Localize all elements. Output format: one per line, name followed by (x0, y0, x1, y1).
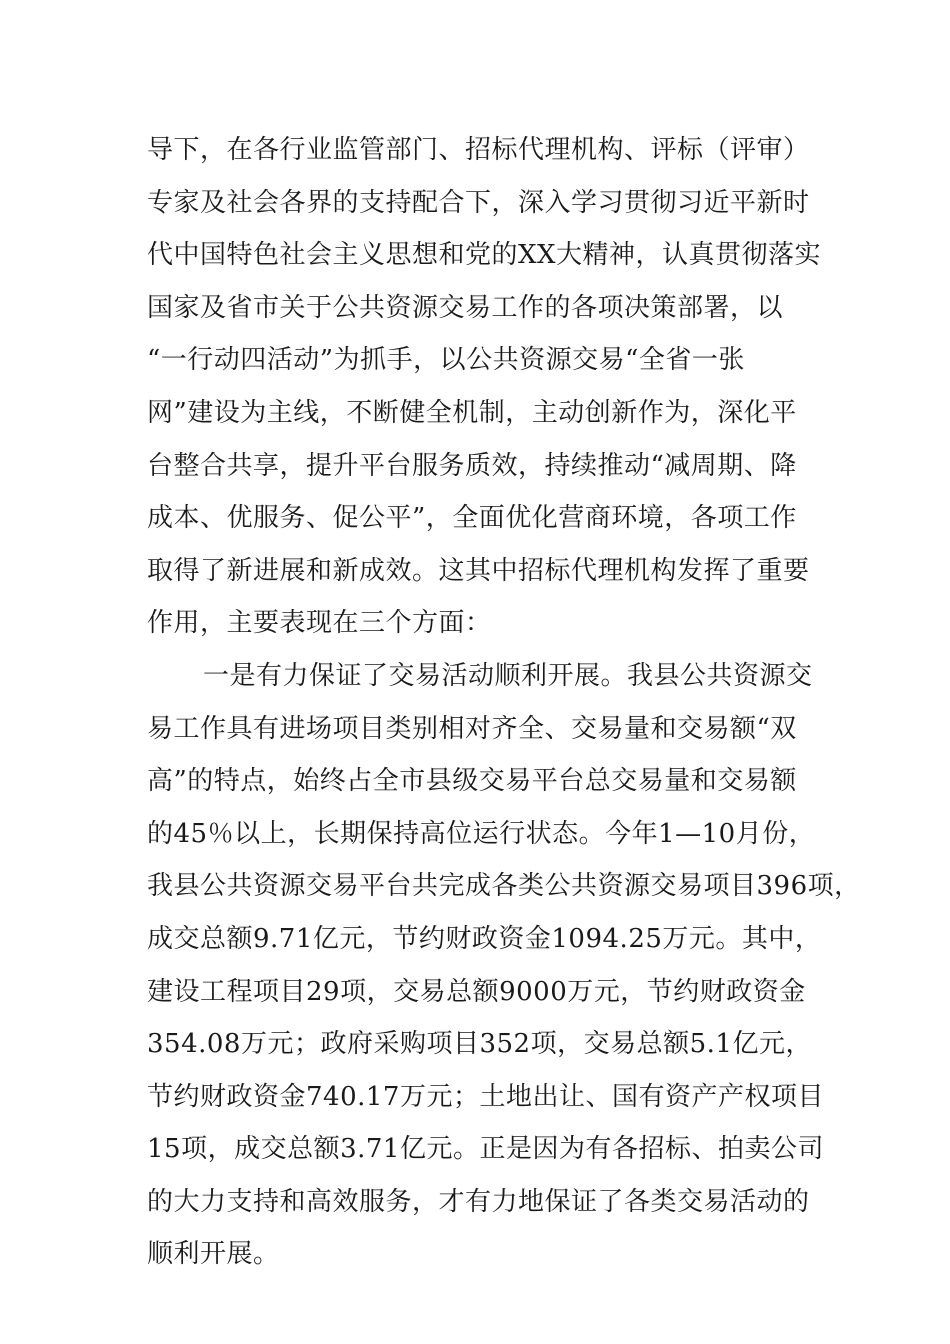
text-line: 成本、优服务、促公平”，全面优化营商环境，各项工作 (147, 503, 797, 534)
text-line: 代中国特色社会主义思想和党的XX大精神，认真贯彻落实 (147, 240, 822, 271)
text-line: 的大力支持和高效服务，才有力地保证了各类交易活动的 (147, 1186, 810, 1217)
text-line: 易工作具有进场项目类别相对齐全、交易量和交易额“双 (147, 713, 797, 744)
text-line: 高”的特点，始终占全市县级交易平台总交易量和交易额 (147, 766, 797, 797)
text-line: 作用，主要表现在三个方面： (147, 608, 492, 639)
text-line: 专家及社会各界的支持配合下，深入学习贯彻习近平新时 (147, 187, 810, 218)
text-line: 节约财政资金740.17万元；土地出让、国有资产产权项目 (147, 1081, 824, 1112)
text-line: 354.08万元；政府采购项目352项，交易总额5.1亿元， (147, 1029, 812, 1060)
text-line: “一行动四活动”为抓手，以公共资源交易“全省一张 (147, 345, 745, 376)
text-line: 的45％以上，长期保持高位运行状态。今年1—10月份， (147, 818, 816, 849)
text-line: 我县公共资源交易平台共完成各类公共资源交易项目396项， (147, 871, 861, 902)
text-line: 顺利开展。 (147, 1239, 280, 1270)
text-line: 国家及省市关于公共资源交易工作的各项决策部署，以 (147, 292, 784, 323)
text-line: 成交总额9.71亿元，节约财政资金1094.25万元。其中， (147, 923, 822, 954)
body-text (147, 124, 861, 1281)
text-line: 导下，在各行业监管部门、招标代理机构、评标（评审） (147, 135, 810, 165)
paragraph-first-line: 一是有力保证了交易活动顺利开展。我县公共资源交 (203, 660, 813, 691)
text-line: 建设工程项目29项，交易总额9000万元，节约财政资金 (147, 976, 806, 1007)
text-line: 取得了新进展和新成效。这其中招标代理机构发挥了重要 (147, 555, 810, 586)
text-line: 15项，成交总额3.71亿元。正是因为有各招标、拍卖公司 (147, 1134, 824, 1165)
text-line: 网”建设为主线，不断健全机制，主动创新作为，深化平 (147, 397, 797, 428)
text-line: 台整合共享，提升平台服务质效，持续推动“减周期、降 (147, 450, 797, 481)
